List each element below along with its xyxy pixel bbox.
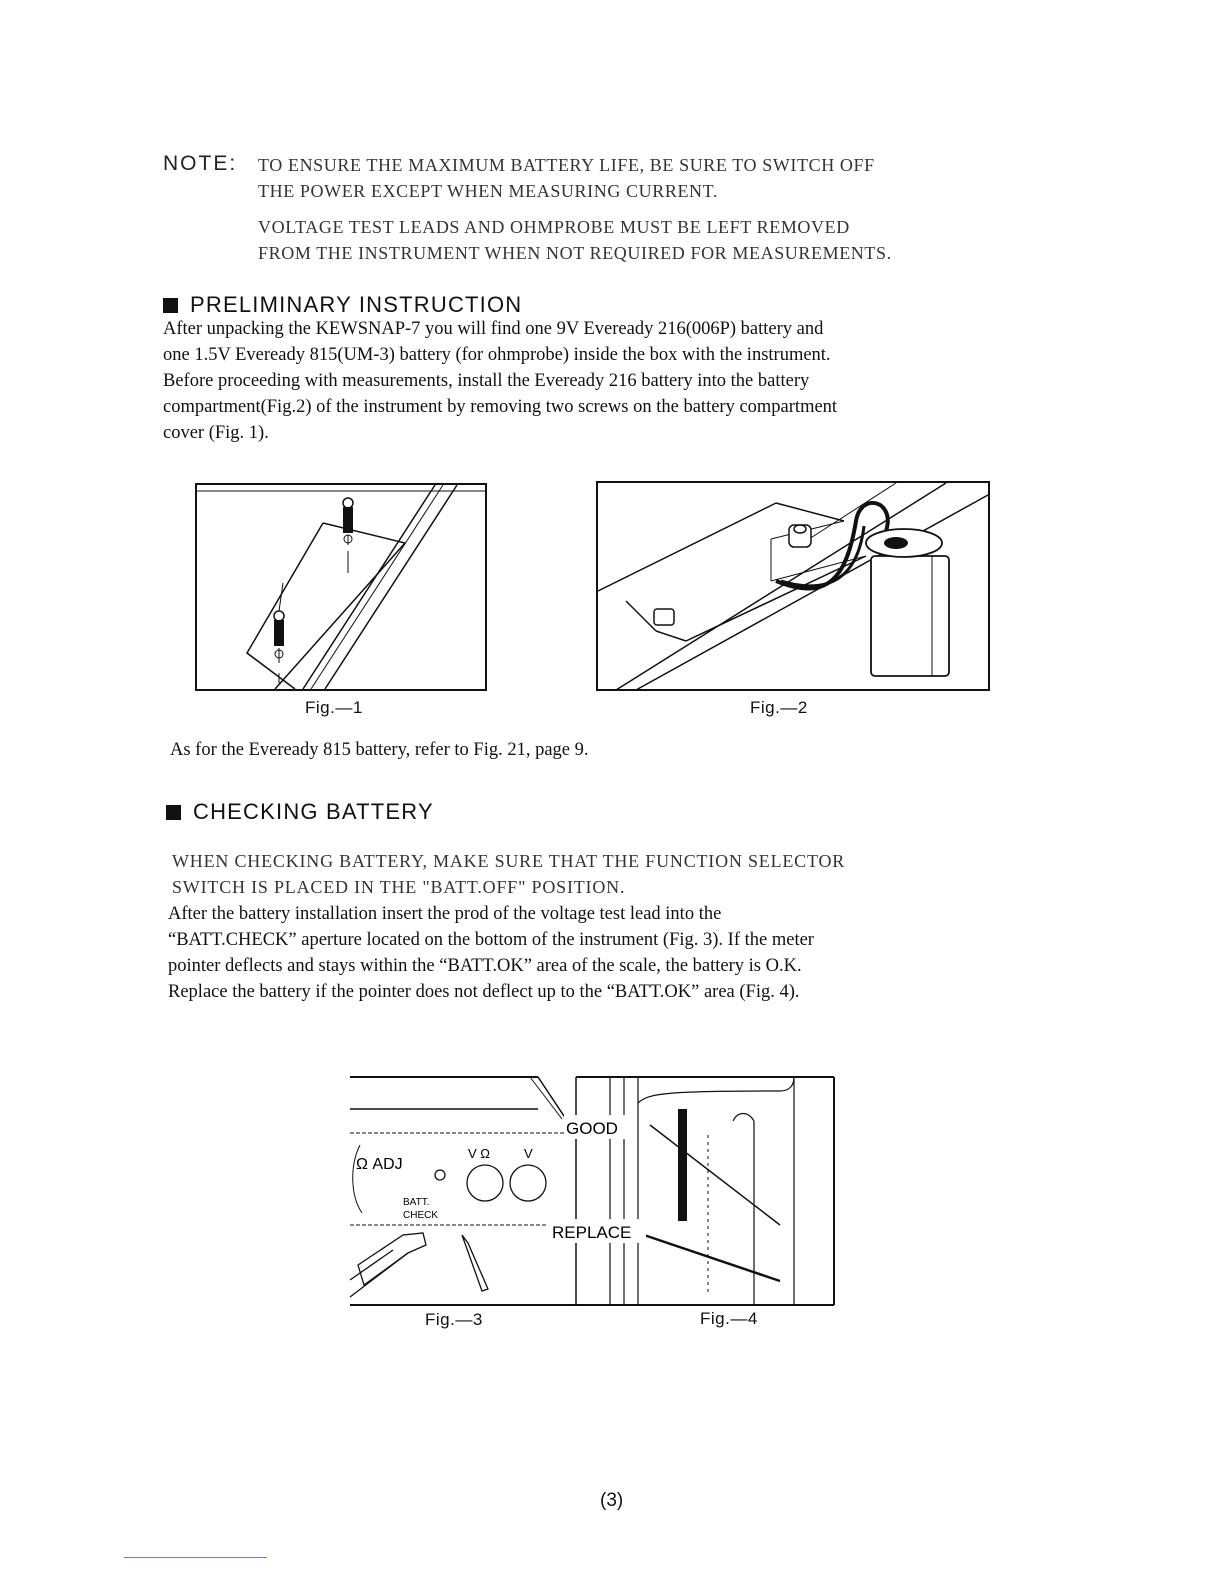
v-label: V (524, 1146, 533, 1161)
para-line: compartment(Fig.2) of the instrument by removing two screws on the battery compartment (163, 397, 838, 417)
note-line-4: FROM THE INSTRUMENT WHEN NOT REQUIRED FOR MEASUREMENTS. (258, 243, 892, 263)
para-line: one 1.5V Eveready 815(UM-3) battery (for ohmprobe) inside the box with the instrument. (163, 345, 831, 365)
ohm-adj-label: Ω ADJ (356, 1156, 403, 1173)
preliminary-paragraph (163, 316, 1019, 446)
replace-label: REPLACE (552, 1223, 632, 1242)
v-ohm-label: V Ω (468, 1146, 491, 1161)
note-label: NOTE: (163, 152, 238, 175)
bullet-icon (163, 298, 178, 313)
figure-2-battery-compartment-drawing (596, 481, 990, 692)
preliminary-heading-text: PRELIMINARY INSTRUCTION (190, 292, 523, 317)
note-line-3: VOLTAGE TEST LEADS AND OHMPROBE MUST BE LEFT REMOVED (258, 217, 850, 237)
figure-4-caption: Fig.—4 (700, 1309, 758, 1328)
checking-heading-text: CHECKING BATTERY (193, 799, 434, 824)
para-line: Before proceeding with measurements, install the Eveready 216 battery into the battery (163, 371, 810, 391)
figure-1-caption: Fig.—1 (305, 698, 363, 717)
bullet-icon (166, 805, 181, 820)
figure-1-screws-drawing (195, 483, 487, 691)
checking-caps-line-2: SWITCH IS PLACED IN THE "BATT.OFF" POSITION. (172, 877, 626, 897)
page-number: (3) (600, 1490, 624, 1511)
para-line: cover (Fig. 1). (163, 423, 269, 443)
para-line: pointer deflects and stays within the “BATT.OK” area of the scale, the battery is O.K. (168, 956, 802, 976)
figure-2-caption: Fig.—2 (750, 698, 808, 717)
checking-paragraph (168, 901, 1020, 1005)
batt-label: BATT. (403, 1197, 430, 1208)
figures-3-4-drawing (348, 1075, 836, 1307)
checking-caps-line-1: WHEN CHECKING BATTERY, MAKE SURE THAT THE FUNCTION SELECTOR (172, 851, 846, 871)
para-line: After unpacking the KEWSNAP-7 you will find one 9V Eveready 216(006P) battery and (163, 319, 824, 339)
para-line: Replace the battery if the pointer does not deflect up to the “BATT.OK” area (Fig. 4). (168, 982, 800, 1002)
checking-heading (166, 799, 434, 825)
figure-3-caption: Fig.—3 (425, 1310, 483, 1329)
preliminary-heading (163, 292, 522, 318)
para-line: “BATT.CHECK” aperture located on the bottom of the instrument (Fig. 3). If the meter (168, 930, 814, 950)
bottom-rule (124, 1557, 267, 1558)
note-line-1: TO ENSURE THE MAXIMUM BATTERY LIFE, BE SURE TO SWITCH OFF (258, 155, 875, 175)
check-label: CHECK (403, 1210, 439, 1221)
para-line: After the battery installation insert the prod of the voltage test lead into the (168, 904, 722, 924)
good-label: GOOD (566, 1119, 618, 1138)
note-line-2: THE POWER EXCEPT WHEN MEASURING CURRENT. (258, 181, 718, 201)
eveready-reference: As for the Eveready 815 battery, refer to Fig. 21, page 9. (170, 740, 589, 760)
